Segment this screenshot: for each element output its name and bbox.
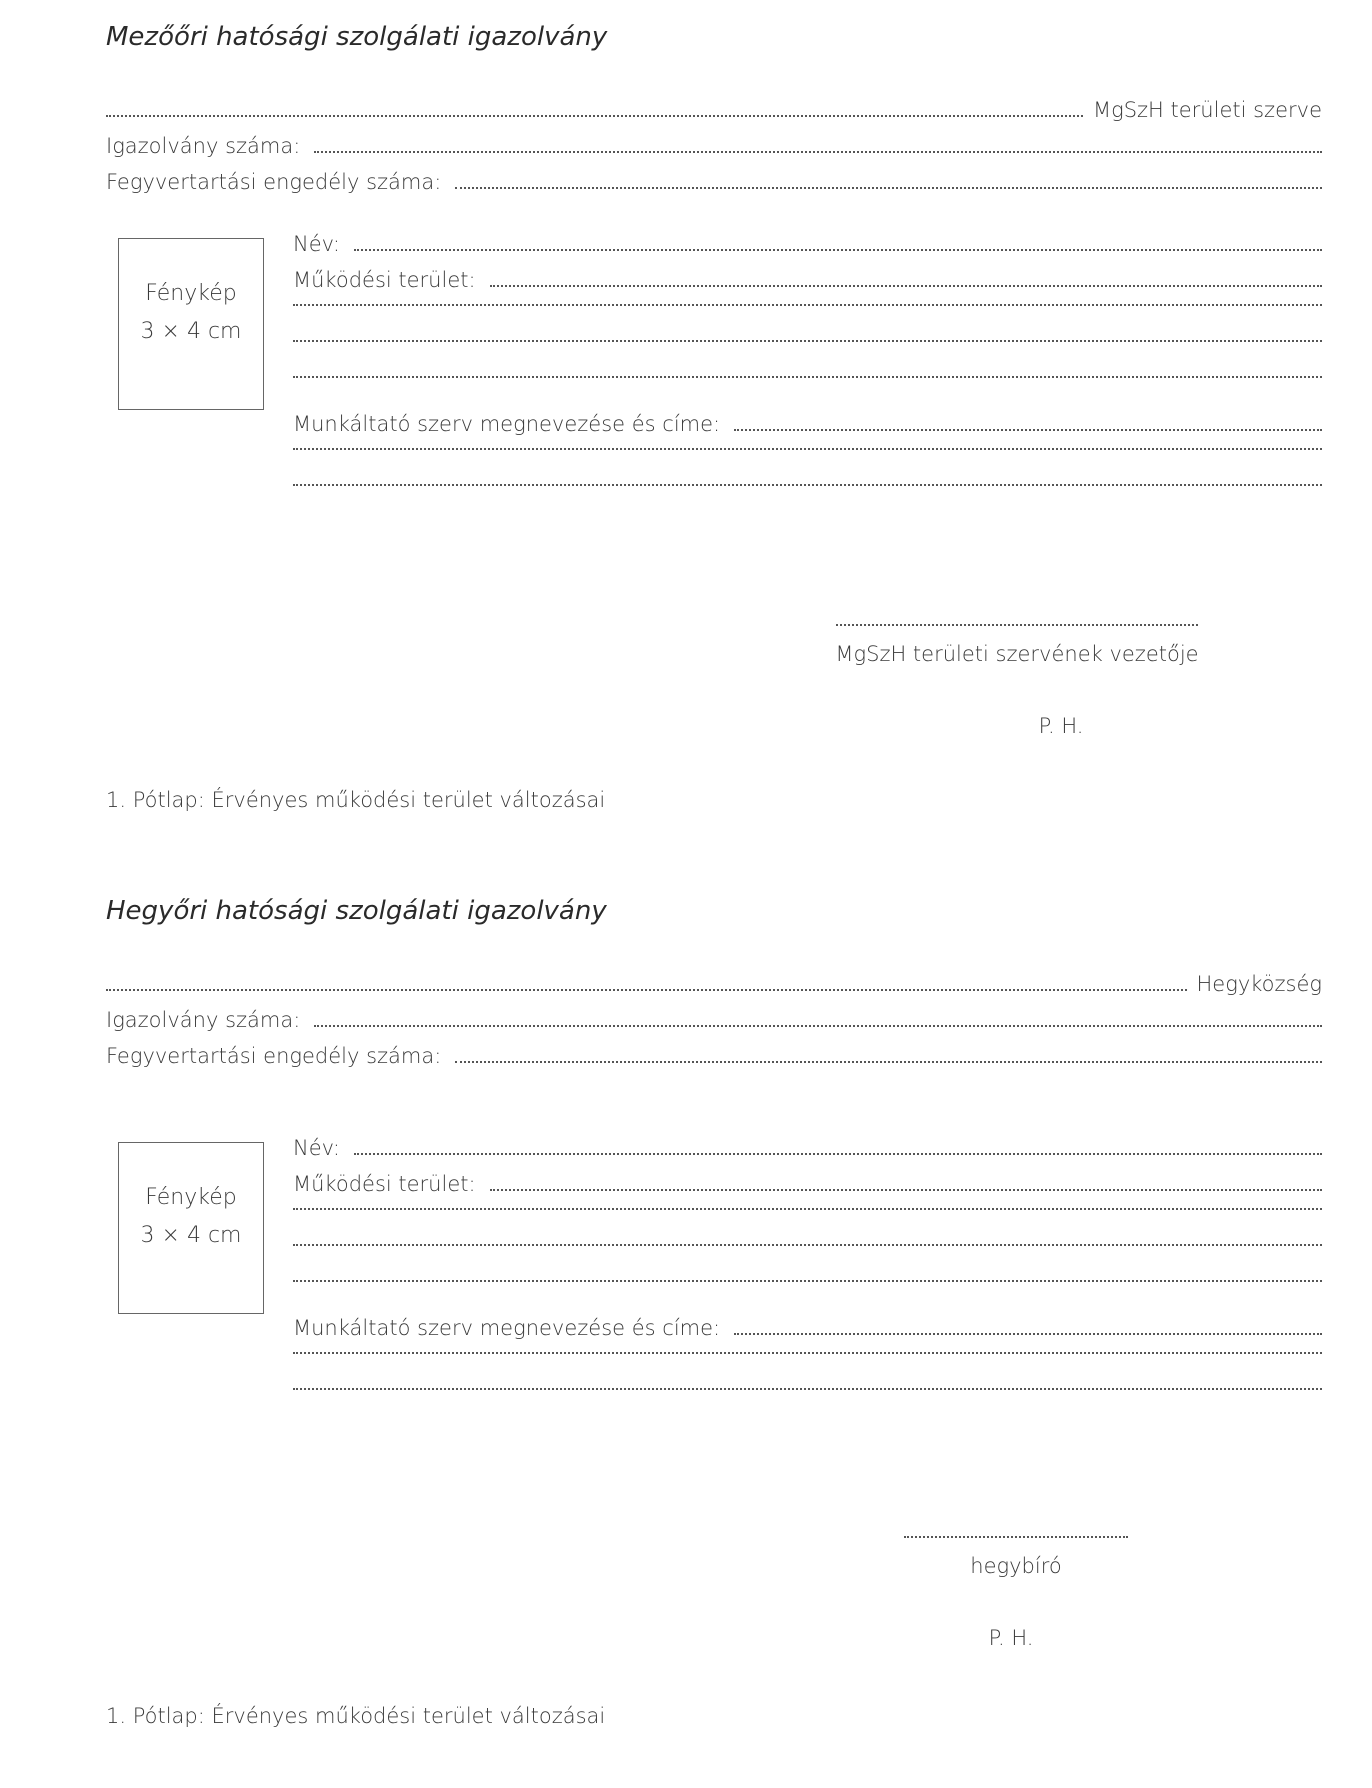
name-label: Név: — [293, 232, 340, 256]
name-dotted-line[interactable] — [354, 249, 1322, 251]
area-dotted-line[interactable] — [490, 1189, 1322, 1191]
id-number-dotted-line[interactable] — [314, 151, 1322, 153]
org-suffix: MgSzH területi szerve — [1092, 98, 1322, 122]
dotted-line[interactable] — [293, 448, 1322, 450]
dotted-line[interactable] — [293, 1352, 1322, 1354]
footnote: 1. Pótlap: Érvényes működési terület változásai — [106, 1704, 606, 1728]
org-suffix: Hegyközség — [1196, 972, 1322, 996]
employer-extra-line[interactable] — [293, 1388, 1322, 1395]
area-extra-line[interactable] — [293, 340, 1322, 347]
employer-dotted-line[interactable] — [734, 1333, 1322, 1335]
footnote: 1. Pótlap: Érvényes működési terület változásai — [106, 788, 606, 812]
signature-caption: MgSzH területi szervének vezetője — [835, 642, 1199, 666]
employer-field[interactable] — [293, 412, 1322, 436]
form-title: Mezőőri hatósági szolgálati igazolvány — [106, 22, 608, 52]
id-number-dotted-line[interactable] — [314, 1025, 1322, 1027]
dotted-line[interactable] — [293, 1244, 1322, 1246]
org-dotted-line[interactable] — [106, 989, 1187, 991]
form-title: Hegyőri hatósági szolgálati igazolvány — [106, 896, 607, 926]
name-label: Név: — [293, 1136, 340, 1160]
employer-extra-line[interactable] — [293, 448, 1322, 455]
weapon-permit-field[interactable] — [106, 1044, 1322, 1068]
area-extra-line[interactable] — [293, 1208, 1322, 1215]
photo-size: 3 × 4 cm — [140, 1223, 242, 1248]
dotted-line[interactable] — [293, 1280, 1322, 1282]
dotted-line[interactable] — [293, 340, 1322, 342]
photo-placeholder — [118, 1142, 264, 1314]
area-dotted-line[interactable] — [490, 285, 1322, 287]
employer-extra-line[interactable] — [293, 1352, 1322, 1359]
dotted-line[interactable] — [293, 304, 1322, 306]
name-dotted-line[interactable] — [354, 1153, 1322, 1155]
area-extra-line[interactable] — [293, 1244, 1322, 1251]
name-field[interactable] — [293, 1136, 1322, 1160]
dotted-line[interactable] — [293, 376, 1322, 378]
weapon-permit-dotted-line[interactable] — [455, 1061, 1322, 1063]
area-extra-line[interactable] — [293, 376, 1322, 383]
org-field[interactable] — [106, 98, 1322, 122]
weapon-permit-label: Fegyvertartási engedély száma: — [106, 170, 442, 194]
dotted-line[interactable] — [293, 484, 1322, 486]
weapon-permit-label: Fegyvertartási engedély száma: — [106, 1044, 442, 1068]
employer-extra-line[interactable] — [293, 484, 1322, 491]
employer-label: Munkáltató szerv megnevezése és címe: — [293, 412, 721, 436]
photo-placeholder — [118, 238, 264, 410]
area-field[interactable] — [293, 1172, 1322, 1196]
signature-line[interactable] — [904, 1536, 1128, 1538]
id-number-label: Igazolvány száma: — [106, 134, 301, 158]
id-number-field[interactable] — [106, 134, 1322, 158]
dotted-line[interactable] — [293, 1388, 1322, 1390]
name-field[interactable] — [293, 232, 1322, 256]
stamp-placeholder: P. H. — [988, 1626, 1034, 1650]
area-label: Működési terület: — [293, 1172, 476, 1196]
area-label: Működési terület: — [293, 268, 476, 292]
employer-label: Munkáltató szerv megnevezése és címe: — [293, 1316, 721, 1340]
employer-field[interactable] — [293, 1316, 1322, 1340]
org-dotted-line[interactable] — [106, 115, 1083, 117]
photo-size: 3 × 4 cm — [140, 319, 242, 344]
area-extra-line[interactable] — [293, 1280, 1322, 1287]
dotted-line[interactable] — [293, 1208, 1322, 1210]
id-number-label: Igazolvány száma: — [106, 1008, 301, 1032]
weapon-permit-dotted-line[interactable] — [455, 187, 1322, 189]
area-field[interactable] — [293, 268, 1322, 292]
org-field[interactable] — [106, 972, 1322, 996]
photo-label: Fénykép — [145, 281, 237, 306]
signature-caption: hegybíró — [970, 1554, 1062, 1578]
id-number-field[interactable] — [106, 1008, 1322, 1032]
photo-label: Fénykép — [145, 1185, 237, 1210]
area-extra-line[interactable] — [293, 304, 1322, 311]
weapon-permit-field[interactable] — [106, 170, 1322, 194]
stamp-placeholder: P. H. — [1038, 714, 1084, 738]
employer-dotted-line[interactable] — [734, 429, 1322, 431]
signature-line[interactable] — [836, 624, 1198, 626]
